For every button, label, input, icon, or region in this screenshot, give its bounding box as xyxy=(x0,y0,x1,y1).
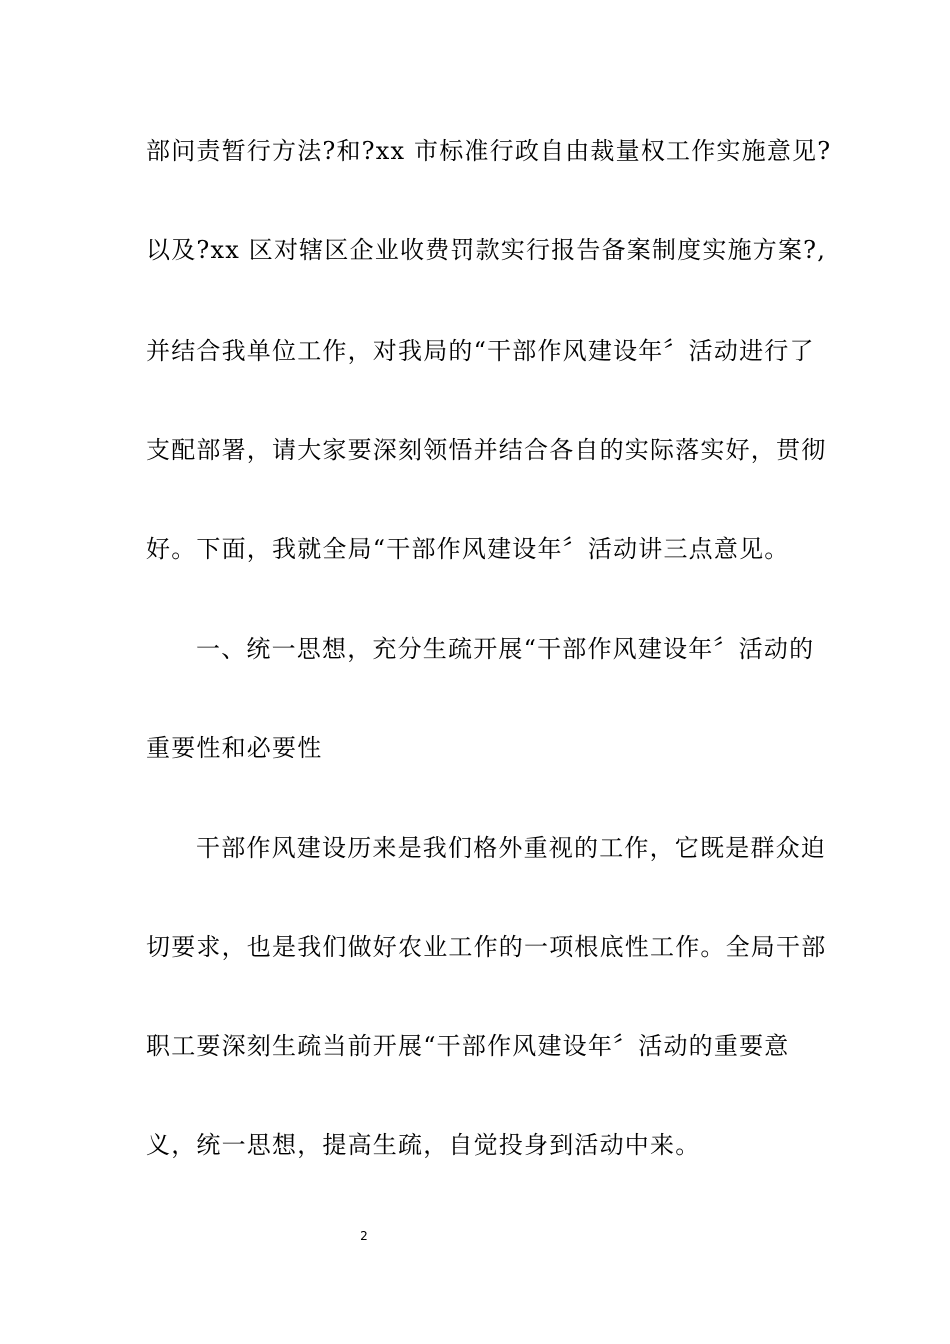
body-text-line: 职工要深刻生疏当前开展“干部作风建设年〞活动的重要意 xyxy=(146,1032,790,1060)
body-text-line: 义，统一思想，提高生疏，自觉投身到活动中来。 xyxy=(146,1131,701,1159)
page-number: 2 xyxy=(360,1229,368,1243)
body-text-line: 并结合我单位工作，对我局的“干部作风建设年〞活动进行了 xyxy=(146,337,815,365)
section-heading: 一、统一思想，充分生疏开展“干部作风建设年〞活动的 xyxy=(196,635,815,663)
section-heading-continuation: 重要性和必要性 xyxy=(146,734,323,762)
body-text-line: 好。下面，我就全局“干部作风建设年〞活动讲三点意见。 xyxy=(146,535,790,563)
body-text-line: 部问责暂行方法?和?xx 市标准行政自由裁量权工作实施意见? xyxy=(146,137,832,165)
body-text-line: 支配部署，请大家要深刻领悟并结合各自的实际落实好，贯彻 xyxy=(146,436,827,464)
paragraph-first-line: 干部作风建设历来是我们格外重视的工作，它既是群众迫 xyxy=(196,834,826,862)
body-text-line: 以及?xx 区对辖区企业收费罚款实行报告备案制度实施方案?, xyxy=(146,236,827,264)
body-text-line: 切要求，也是我们做好农业工作的一项根底性工作。全局干部 xyxy=(146,933,827,961)
